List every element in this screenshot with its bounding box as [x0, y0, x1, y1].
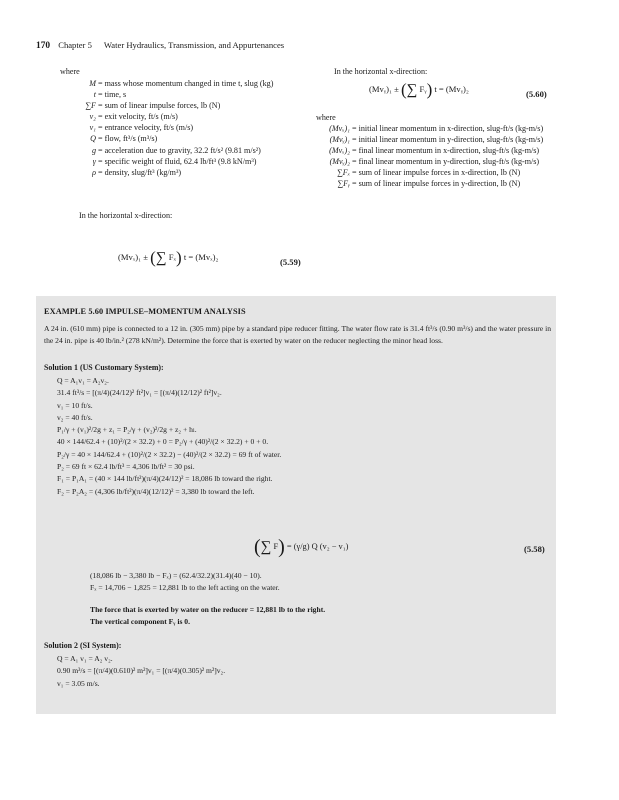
- left-definition-symbol: Q: [90, 134, 96, 144]
- left-definition-symbol: γ: [92, 156, 96, 166]
- solution1-lines: [57, 375, 281, 498]
- solution1-line-3: v₂ = 40 ft/s.: [57, 412, 93, 422]
- left-x-direction-label: In the horizontal x-direction:: [79, 211, 173, 220]
- example-problem: A 24 in. (610 mm) pipe is connected to a 12 in. (305 mm) pipe by a standard pipe reducer fitting. The water flow rate is 31.4 ft³/s (0.90 m³/s) and the water pressure in the 24 in. pipe is 40 lb/in.² (278 kN/m²). Determine the force that is exerted by water on the reducer neglecting the minor head loss.: [44, 324, 551, 345]
- equation-5-60: (Mvᵧ)₁ ± (∑ Fᵧ) t = (Mvᵧ)₂: [369, 80, 469, 99]
- eq58-number: (5.58): [524, 544, 545, 554]
- solution1-line-1: 31.4 ft³/s = [(π/4)(24/12)² ft²]v₁ = [(π/4)(12/12)² ft²]v₂.: [57, 388, 222, 398]
- left-definition-8: [80, 167, 312, 178]
- right-definition-4: [322, 167, 558, 178]
- eq60-lhs: (Mvᵧ)₁ ±: [369, 84, 399, 94]
- right-definition-text: = initial linear momentum in y-direction, slug-ft/s (kg-m/s): [352, 135, 544, 145]
- left-definition-3: [80, 111, 312, 122]
- solution2-line-2: v₁ = 3.05 m/s.: [57, 678, 100, 688]
- right-definition-2: [322, 145, 558, 156]
- right-definition-symbol: (Mvₓ)₂: [329, 146, 350, 156]
- solution1-line-8: F₁ = P₁A₁ = (40 × 144 lb/ft²)(π/4)(24/12)² = 18,086 lb toward the right.: [57, 474, 273, 484]
- running-header: [36, 40, 284, 51]
- solution1-line-4: P₁/γ + (v₁)²/2g + z₁ = P₂/γ + (v₂)²/2g + z₂ + hₗ.: [57, 425, 197, 435]
- right-definition-text: = sum of linear impulse forces in x-direction, lb (N): [352, 168, 521, 178]
- chapter-label: Chapter 5: [58, 40, 92, 50]
- left-where: where: [60, 67, 80, 76]
- solution1-line-0: Q = A₁v₁ = A₂v₂.: [57, 376, 109, 385]
- left-definition-text: = entrance velocity, ft/s (m/s): [98, 123, 194, 133]
- example-box: [36, 296, 556, 714]
- right-definition-text: = final linear momentum in y-direction, slug-ft/s (kg-m/s): [352, 157, 540, 167]
- solution1-line-9: F₂ = P₂A₂ = (4,306 lb/ft²)(π/4)(12/12)² = 3,380 lb toward the left.: [57, 486, 255, 496]
- right-definition-symbol: (Mvₓ)₁: [329, 124, 350, 133]
- eq58-sum-term: F: [273, 542, 279, 551]
- right-definition-5: [322, 178, 558, 189]
- left-definition-text: = acceleration due to gravity, 32.2 ft/s² (9.81 m/s²): [98, 145, 261, 155]
- left-definition-0: [80, 78, 312, 89]
- calc-line-0: (18,086 lb − 3,380 lb − Fₓ) = (62.4/32.2)(31.4)(40 − 10).: [90, 571, 262, 580]
- left-definition-text: = exit velocity, ft/s (m/s): [98, 112, 178, 122]
- left-definition-text: = mass whose momentum changed in time t, slug (kg): [98, 79, 274, 88]
- left-definition-symbol: ∑F: [85, 101, 96, 111]
- right-x-direction-label: In the horizontal x-direction:: [334, 67, 428, 76]
- right-definition-0: [322, 123, 558, 134]
- solution1-line-6: P₂/γ = 40 × 144/62.4 + (10)²/(2 × 32.2) − (40)²/(2 × 32.2) = 69 ft of water.: [57, 449, 282, 459]
- left-definition-symbol: M: [89, 79, 96, 88]
- left-definitions-list: [80, 78, 312, 178]
- left-definition-symbol: ρ: [92, 167, 96, 177]
- right-definition-1: [322, 134, 558, 145]
- left-definition-text: = specific weight of fluid, 62.4 lb/ft³ (9.8 kN/m³): [98, 156, 257, 166]
- sum-symbol-icon: ∑: [406, 82, 418, 98]
- eq59-rhs: t = (Mvₓ)₂: [183, 252, 219, 262]
- right-definition-symbol: (Mvᵧ)₂: [329, 157, 350, 167]
- eq60-sum-term: Fᵧ: [419, 84, 427, 94]
- eq59-lhs: (Mvₓ)₁ ±: [118, 252, 149, 262]
- left-definition-symbol: v₂: [89, 112, 96, 122]
- left-definition-4: [80, 122, 312, 133]
- solution1-line-5: 40 × 144/62.4 + (10)²/(2 × 32.2) + 0 = P₂/γ + (40)²/(2 × 32.2) + 0 + 0.: [57, 437, 269, 447]
- right-definition-symbol: ∑Fᵧ: [337, 179, 350, 189]
- solution1-line-2: v₁ = 10 ft/s.: [57, 400, 93, 410]
- left-definition-2: [80, 100, 312, 111]
- eq58-rhs: = (γ/g) Q (v₂ − v₁): [286, 542, 349, 551]
- right-definition-3: [322, 156, 558, 167]
- left-definition-5: [80, 133, 312, 144]
- solution1-line-7: P₂ = 69 ft × 62.4 lb/ft³ = 4,306 lb/ft² = 30 psi.: [57, 462, 195, 472]
- left-definition-text: = flow, ft³/s (m³/s): [98, 134, 158, 144]
- eq59-sum-term: Fₓ: [168, 252, 176, 262]
- right-definition-symbol: ∑Fₓ: [336, 168, 350, 178]
- eq59-number: (5.59): [280, 257, 301, 267]
- eq60-number: (5.60): [526, 89, 547, 99]
- equation-5-59: (Mvₓ)₁ ± (∑ Fₓ) t = (Mvₓ)₂: [118, 248, 219, 267]
- eq60-rhs: t = (Mvᵧ)₂: [434, 84, 469, 94]
- right-definition-symbol: (Mvᵧ)₁: [329, 135, 350, 145]
- solution2-title: Solution 2 (SI System):: [44, 641, 122, 650]
- right-where: where: [316, 113, 336, 122]
- solution2-line-0: Q = A₁ v₁ = A₂ v₂.: [57, 654, 113, 663]
- sum-symbol-icon: ∑: [260, 539, 272, 555]
- left-definition-symbol: g: [91, 145, 96, 155]
- result-lines: [90, 604, 325, 629]
- left-definition-text: = density, slug/ft³ (kg/m³): [98, 167, 182, 177]
- result-line-1: The vertical component Fᵧ is 0.: [90, 617, 190, 627]
- result-line-0: The force that is exerted by water on the reducer = 12,881 lb to the right.: [90, 605, 326, 614]
- left-definition-text: = time, s: [98, 90, 127, 100]
- left-definition-6: [80, 145, 312, 156]
- solution2-lines: [57, 653, 225, 690]
- right-definition-text: = final linear momentum in x-direction, slug-ft/s (kg-m/s): [352, 146, 540, 156]
- chapter-title: Water Hydraulics, Transmission, and Appurtenances: [103, 40, 285, 50]
- solution2-line-1: 0.90 m³/s = [(π/4)(0.610)² m²]v₁ = [(π/4)(0.305)² m²]v₂.: [57, 666, 226, 676]
- solution1-title: Solution 1 (US Customary System):: [44, 363, 164, 372]
- left-definition-text: = sum of linear impulse forces, lb (N): [98, 101, 221, 111]
- page-number: 170: [36, 41, 51, 51]
- right-definitions-list: [322, 123, 558, 190]
- left-definition-symbol: t: [93, 90, 96, 100]
- sum-symbol-icon: ∑: [155, 250, 167, 266]
- left-definition-1: [80, 89, 312, 100]
- right-definition-text: = sum of linear impulse forces in y-direction, lb (N): [352, 179, 521, 189]
- left-definition-symbol: v₁: [89, 123, 96, 133]
- calc-line-1: Fₓ = 14,706 − 1,825 = 12,881 lb to the left acting on the water.: [90, 583, 280, 593]
- example-title: EXAMPLE 5.60 IMPULSE–MOMENTUM ANALYSIS: [44, 307, 246, 316]
- right-definition-text: = initial linear momentum in x-direction, slug-ft/s (kg-m/s): [352, 124, 544, 133]
- left-definition-7: [80, 156, 312, 167]
- equation-5-58: (∑ F) = (γ/g) Q (v₂ − v₁): [254, 536, 349, 558]
- calc-lines: [90, 570, 280, 595]
